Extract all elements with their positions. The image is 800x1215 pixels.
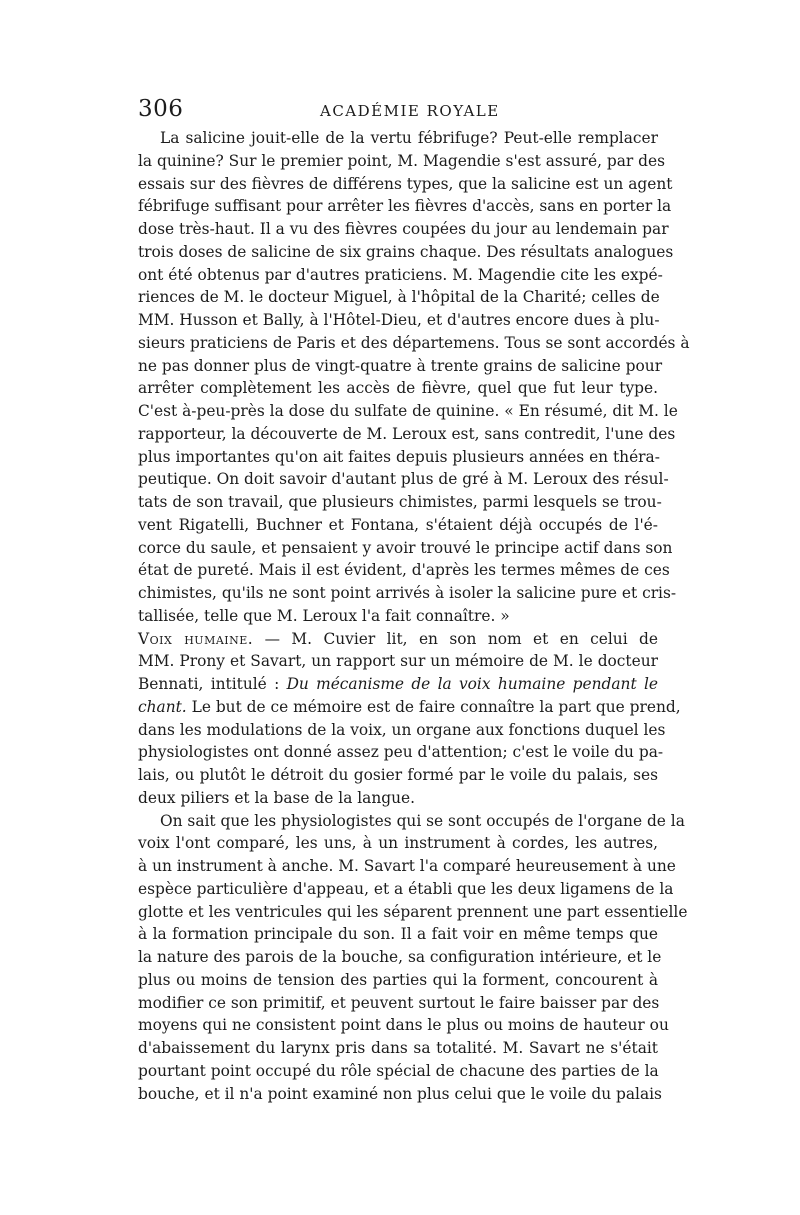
text-line: dose très-haut. Il a vu des fièvres coupées du jour au lendemain par xyxy=(138,220,669,238)
text-line: à un instrument à anche. M. Savart l'a comparé heureusement à une xyxy=(138,857,676,875)
text-line: moyens qui ne consistent point dans le plus ou moins de hauteur ou xyxy=(138,1016,669,1035)
text-line: corce du saule, et pensaient y avoir trouvé le principe actif dans son xyxy=(138,538,673,557)
text-line xyxy=(138,628,658,651)
text-line: La salicine jouit-elle de la vertu fébrifuge? Peut-elle remplacer xyxy=(160,129,658,147)
text-line: glotte et les ventricules qui les séparent prennent une part essentielle xyxy=(138,902,688,921)
text-line: MM. Prony et Savart, un rapport sur un mémoire de M. le docteur xyxy=(138,652,658,671)
section-heading: Voix humaine. xyxy=(138,629,254,648)
text-line: deux piliers et la base de la langue. xyxy=(138,788,416,807)
text-line xyxy=(138,673,658,696)
text-line: pourtant point occupé du rôle spécial de chacune des parties de la xyxy=(138,1061,659,1080)
text-fragment: Bennati, intitulé : xyxy=(138,675,280,693)
text-line: physiologistes ont donné assez peu d'attention; c'est le voile du pa- xyxy=(138,743,664,762)
text-line: riences de M. le docteur Miguel, à l'hôpital de la Charité; celles de xyxy=(138,288,660,307)
page-header xyxy=(138,96,658,126)
text-line: fébrifuge suffisant pour arrêter les fièvres d'accès, sans en porter la xyxy=(138,197,672,216)
text-fragment: — M. Cuvier lit, en son nom et en celui de xyxy=(264,629,658,648)
text-line: dans les modulations de la voix, un organe aux fonctions duquel les xyxy=(138,720,666,739)
text-line: plus ou moins de tension des parties qui la forment, concourent à xyxy=(138,970,658,989)
text-line: tallisée, telle que M. Leroux l'a fait connaître. » xyxy=(138,606,510,625)
text-line: voix l'ont comparé, les uns, à un instrument à cordes, les autres, xyxy=(138,834,658,853)
text-line: peutique. On doit savoir d'autant plus de gré à M. Leroux des résul- xyxy=(138,470,669,489)
text-line: C'est à-peu-près la dose du sulfate de quinine. « En résumé, dit M. le xyxy=(138,402,678,420)
text-line xyxy=(138,696,681,719)
text-line: ont été obtenus par d'autres praticiens. M. Magendie cite les expé- xyxy=(138,265,663,284)
text-fragment: Le but de ce mémoire est de faire connaître la part que prend, xyxy=(191,697,681,716)
text-line: espèce particulière d'appeau, et a établi que les deux ligamens de la xyxy=(138,879,674,898)
text-line: modifier ce son primitif, et peuvent surtout le faire baisser par des xyxy=(138,993,660,1012)
page-number: 306 xyxy=(138,96,184,122)
text-line: la nature des parois de la bouche, sa configuration intérieure, et le xyxy=(138,948,662,966)
memoir-title: Du mécanisme de la voix humaine pendant le xyxy=(286,675,658,693)
text-line: état de pureté. Mais il est évident, d'après les termes mêmes de ces xyxy=(138,561,670,580)
text-line: MM. Husson et Bally, à l'Hôtel-Dieu, et d'autres encore dues à plu- xyxy=(138,311,660,329)
text-line: vent Rigatelli, Buchner et Fontana, s'étaient déjà occupés de l'é- xyxy=(138,515,658,534)
text-line: plus importantes qu'on ait faites depuis plusieurs années en théra- xyxy=(138,447,660,466)
text-line: ne pas donner plus de vingt-quatre à trente grains de salicine pour xyxy=(138,356,663,375)
text-line: la quinine? Sur le premier point, M. Magendie s'est assuré, par des xyxy=(138,151,666,170)
text-line: bouche, et il n'a point examiné non plus celui que le voile du palais xyxy=(138,1084,662,1103)
text-line: chimistes, qu'ils ne sont point arrivés à isoler la salicine pure et cris- xyxy=(138,584,677,602)
text-line: à la formation principale du son. Il a fait voir en même temps que xyxy=(138,925,658,944)
text-line: lais, ou plutôt le détroit du gosier formé par le voile du palais, ses xyxy=(138,766,658,784)
text-line: rapporteur, la découverte de M. Leroux est, sans contredit, l'une des xyxy=(138,424,676,443)
text-line: On sait que les physiologistes qui se sont occupés de l'organe de la xyxy=(160,811,685,830)
running-title: ACADÉMIE ROYALE xyxy=(320,102,500,120)
text-line: arrêter complètement les accès de fièvre, quel que fut leur type. xyxy=(138,379,658,398)
text-line: trois doses de salicine de six grains chaque. Des résultats analogues xyxy=(138,242,674,261)
memoir-title-end: chant. xyxy=(138,697,187,716)
text-line: essais sur des fièvres de différens types, que la salicine est un agent xyxy=(138,174,673,193)
text-line: d'abaissement du larynx pris dans sa totalité. M. Savart ne s'était xyxy=(138,1039,658,1057)
text-line: tats de son travail, que plusieurs chimistes, parmi lesquels se trou- xyxy=(138,493,662,511)
page-body xyxy=(138,127,690,1105)
text-line: sieurs praticiens de Paris et des départemens. Tous se sont accordés à xyxy=(138,333,690,352)
